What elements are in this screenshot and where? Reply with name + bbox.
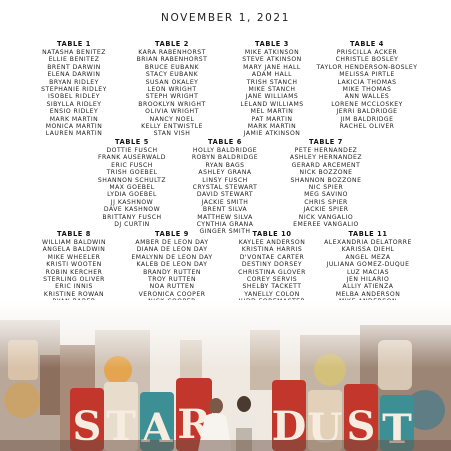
table-1 bbox=[24, 40, 124, 138]
guest-name: ANGEL MEZA bbox=[345, 253, 391, 261]
table-10 bbox=[222, 230, 322, 306]
guest-name: KELLY ENTWISTLE bbox=[141, 123, 203, 131]
guest-name: MELISSA PIRTLE bbox=[339, 71, 395, 79]
guest-name: EMALYNN DE LEON DAY bbox=[131, 253, 213, 261]
guest-name: LINSY FUSCH bbox=[202, 176, 248, 184]
guest-name: VERONICA COOPER bbox=[138, 290, 206, 298]
table-title: TABLE 7 bbox=[309, 138, 343, 146]
guest-name: CYNTHIA GRANA bbox=[196, 221, 254, 229]
guest-name: PETE HERNANDEZ bbox=[294, 147, 358, 154]
guest-name: JAMIE ATKINSON bbox=[243, 130, 301, 138]
table-7 bbox=[274, 138, 378, 228]
table-title: TABLE 6 bbox=[208, 138, 242, 146]
guest-name: STACY EUBANK bbox=[145, 71, 199, 79]
neon-sign-photo bbox=[0, 300, 451, 451]
guest-name: PAT MARTIN bbox=[251, 115, 293, 123]
guest-name: TAYLOR HENDERSON-BOSLEY bbox=[316, 63, 418, 71]
guest-name: ISOBEL RIDLEY bbox=[47, 93, 101, 101]
guest-name: WILLIAM BALDWIN bbox=[41, 239, 107, 246]
guest-name: FRANK AUSERWALD bbox=[98, 154, 166, 162]
guest-name: LAUREN MARTIN bbox=[45, 130, 103, 138]
guest-name: NANCY NOEL bbox=[149, 115, 195, 123]
table-title: TABLE 4 bbox=[350, 40, 384, 48]
guest-name: KALEB DE LEON DAY bbox=[136, 261, 208, 269]
guest-name: ROBIN KERCHER bbox=[45, 268, 103, 276]
guest-name: DAVE KASHNOW bbox=[103, 206, 161, 214]
guest-name: CHRIS SPIER bbox=[304, 198, 348, 206]
guest-name: ADAM HALL bbox=[251, 71, 293, 79]
table-3 bbox=[222, 40, 322, 138]
guest-name: STERLING OLIVER bbox=[43, 276, 105, 284]
guest-name: ELENA DARWIN bbox=[47, 71, 101, 79]
guest-name: LORENE MCCLOSKEY bbox=[331, 100, 403, 108]
guest-name: EMEREE VANGALIO bbox=[293, 221, 359, 229]
guest-name: ELLIE BENITEZ bbox=[48, 56, 100, 64]
guest-name: GERARD ARCEMENT bbox=[291, 161, 361, 169]
guest-name: LUZ MACIAS bbox=[347, 268, 389, 276]
script-title bbox=[0, 0, 451, 8]
guest-name: JIM BALDRIDGE bbox=[340, 115, 394, 123]
guest-name: JJ KASHNOW bbox=[110, 198, 154, 206]
guest-name: LELAND WILLIAMS bbox=[240, 100, 304, 108]
table-title: TABLE 2 bbox=[155, 40, 189, 48]
guest-name: MIKE THOMAS bbox=[342, 86, 392, 94]
guest-name: KRISTINA HARRIS bbox=[241, 246, 303, 254]
guest-name: STEPH WRIGHT bbox=[145, 93, 199, 101]
guest-name: MONICA MARTIN bbox=[45, 123, 103, 131]
guest-name: MIKE ATKINSON bbox=[244, 49, 300, 56]
guest-name: HOLLY BALDRIDGE bbox=[192, 147, 258, 154]
guest-name: MATTHEW SILVA bbox=[197, 213, 253, 221]
guest-name: AMBER DE LEON DAY bbox=[135, 239, 209, 246]
guest-name: MARK MARTIN bbox=[49, 115, 99, 123]
guest-name: ANGELA BALDWIN bbox=[42, 246, 106, 254]
guest-name: BRENT DARWIN bbox=[47, 63, 101, 71]
guest-name: KARISSA DIEHL bbox=[341, 246, 395, 254]
wedding-photo bbox=[0, 300, 451, 451]
guest-name: DJ CURTIN bbox=[114, 221, 150, 229]
guest-name: GINGER SMITH bbox=[199, 228, 251, 236]
guest-name: SHANNON BOZZONE bbox=[290, 176, 362, 184]
guest-name: MARY JANE HALL bbox=[243, 63, 301, 71]
guest-name: NICK BOZZONE bbox=[299, 169, 353, 177]
guest-name: NOA RUTTEN bbox=[149, 283, 195, 291]
guest-name: COREY SERVIS bbox=[246, 276, 298, 284]
guest-name: JACKIE SPIER bbox=[303, 206, 349, 214]
table-title: TABLE 9 bbox=[155, 230, 189, 238]
guest-name: BRITTANY FUSCH bbox=[102, 213, 162, 221]
guest-name: LYDIA GOEBEL bbox=[107, 191, 157, 199]
guest-name: ROBYN BALDRIDGE bbox=[191, 154, 259, 162]
guest-name: KRISTI WOOTEN bbox=[46, 261, 102, 269]
guest-name: STAN VISH bbox=[153, 130, 191, 138]
guest-name: DAVID STEWART bbox=[196, 191, 254, 199]
guest-name: STEPHANIE RIDLEY bbox=[41, 86, 107, 94]
guest-name: OLIVIA WRIGHT bbox=[145, 108, 199, 116]
guest-name: BRENT SILVA bbox=[202, 206, 248, 214]
table-6 bbox=[175, 138, 275, 236]
guest-name: PRISCILLA ACKER bbox=[336, 49, 398, 56]
guest-name: JEN HILARIO bbox=[346, 276, 390, 284]
guest-name: JERRI BALDRIDGE bbox=[336, 108, 398, 116]
guest-name: RYAN BAGS bbox=[205, 161, 245, 169]
guest-name: TRISH STANCH bbox=[246, 78, 298, 86]
guest-name: LAKICIA THOMAS bbox=[337, 78, 397, 86]
guest-name: ALEXANDRIA DELATORRE bbox=[324, 239, 412, 246]
guest-name: SIBYLLA RIDLEY bbox=[46, 100, 102, 108]
table-title: TABLE 11 bbox=[348, 230, 388, 238]
event-date: NOVEMBER 1, 2021 bbox=[161, 12, 290, 24]
table-4 bbox=[308, 40, 426, 130]
guest-name: SHELBY TACKETT bbox=[242, 283, 302, 291]
guest-name: BRANDY RUTTEN bbox=[143, 268, 201, 276]
guest-name: NICK VANGALIO bbox=[298, 213, 354, 221]
guest-name: ALLIY ATIENZA bbox=[342, 283, 394, 291]
guest-name: LEON WRIGHT bbox=[147, 86, 197, 94]
guest-name: CHRISTINA GLOVER bbox=[238, 268, 306, 276]
guest-name: ASHLEY GRANA bbox=[198, 169, 252, 177]
guest-name: MIKE STANCH bbox=[248, 86, 296, 94]
table-11 bbox=[312, 230, 424, 306]
guest-name: TRISH GOEBEL bbox=[106, 169, 158, 177]
guest-name: MELBA ANDERSON bbox=[335, 290, 401, 298]
guest-name: RACHEL OLIVER bbox=[339, 123, 395, 131]
guest-name: SHANNON SCHULTZ bbox=[97, 176, 167, 184]
guest-name: BRYAN RIDLEY bbox=[49, 78, 99, 86]
guest-name: DOTTIE FUSCH bbox=[106, 147, 158, 154]
guest-name: DESTINY DORSEY bbox=[241, 261, 303, 269]
guest-name: ANN WALLES bbox=[344, 93, 390, 101]
guest-name: KRISTINE ROWAN bbox=[43, 290, 105, 298]
guest-name: ASHLEY HERNANDEZ bbox=[289, 154, 363, 162]
guest-name: ERIC FUSCH bbox=[111, 161, 153, 169]
table-5 bbox=[82, 138, 182, 228]
guest-name: BROOKLYN WRIGHT bbox=[138, 100, 206, 108]
table-title: TABLE 1 bbox=[57, 40, 91, 48]
guest-name: STEVE ATKINSON bbox=[242, 56, 302, 64]
guest-name: KARA RABENHORST bbox=[138, 49, 206, 56]
guest-name: CRYSTAL STEWART bbox=[192, 184, 258, 192]
guest-name: YANELLY COLON bbox=[244, 290, 300, 298]
guest-name: JANE WILLIAMS bbox=[245, 93, 299, 101]
guest-name: NATASHA BENITEZ bbox=[42, 49, 106, 56]
table-title: TABLE 8 bbox=[57, 230, 91, 238]
guest-name: BRUCE EUBANK bbox=[144, 63, 200, 71]
guest-name: JULIANA GOMEZ-DUQUE bbox=[326, 261, 410, 269]
guest-name: CHRISTLE BOSLEY bbox=[335, 56, 399, 64]
table-title: TABLE 3 bbox=[255, 40, 289, 48]
guest-name: BRIAN RABENHORST bbox=[136, 56, 208, 64]
table-title: TABLE 5 bbox=[115, 138, 149, 146]
guest-name: MEG SAVINO bbox=[304, 191, 348, 199]
guest-name: SUSAN OKALEY bbox=[145, 78, 199, 86]
guest-name: MAX GOEBEL bbox=[109, 184, 155, 192]
guest-name: NIC SPIER bbox=[308, 184, 344, 192]
guest-name: JACKIE SMITH bbox=[201, 198, 249, 206]
guest-name: DIANA DE LEON DAY bbox=[136, 246, 208, 254]
table-2 bbox=[122, 40, 222, 138]
table-title: TABLE 10 bbox=[252, 230, 292, 238]
guest-name: MEL MARTIN bbox=[250, 108, 294, 116]
guest-name: KAYLEE ANDERSON bbox=[238, 239, 306, 246]
guest-name: D'VONTAE CARTER bbox=[239, 253, 305, 261]
guest-name: MIKE WHEELER bbox=[47, 253, 101, 261]
guest-name: ENSIO RIDLEY bbox=[49, 108, 99, 116]
guest-name: ERIC INNIS bbox=[55, 283, 93, 291]
guest-name: MARK MARTIN bbox=[247, 123, 297, 131]
guest-name: TROY RUTTEN bbox=[147, 276, 197, 284]
